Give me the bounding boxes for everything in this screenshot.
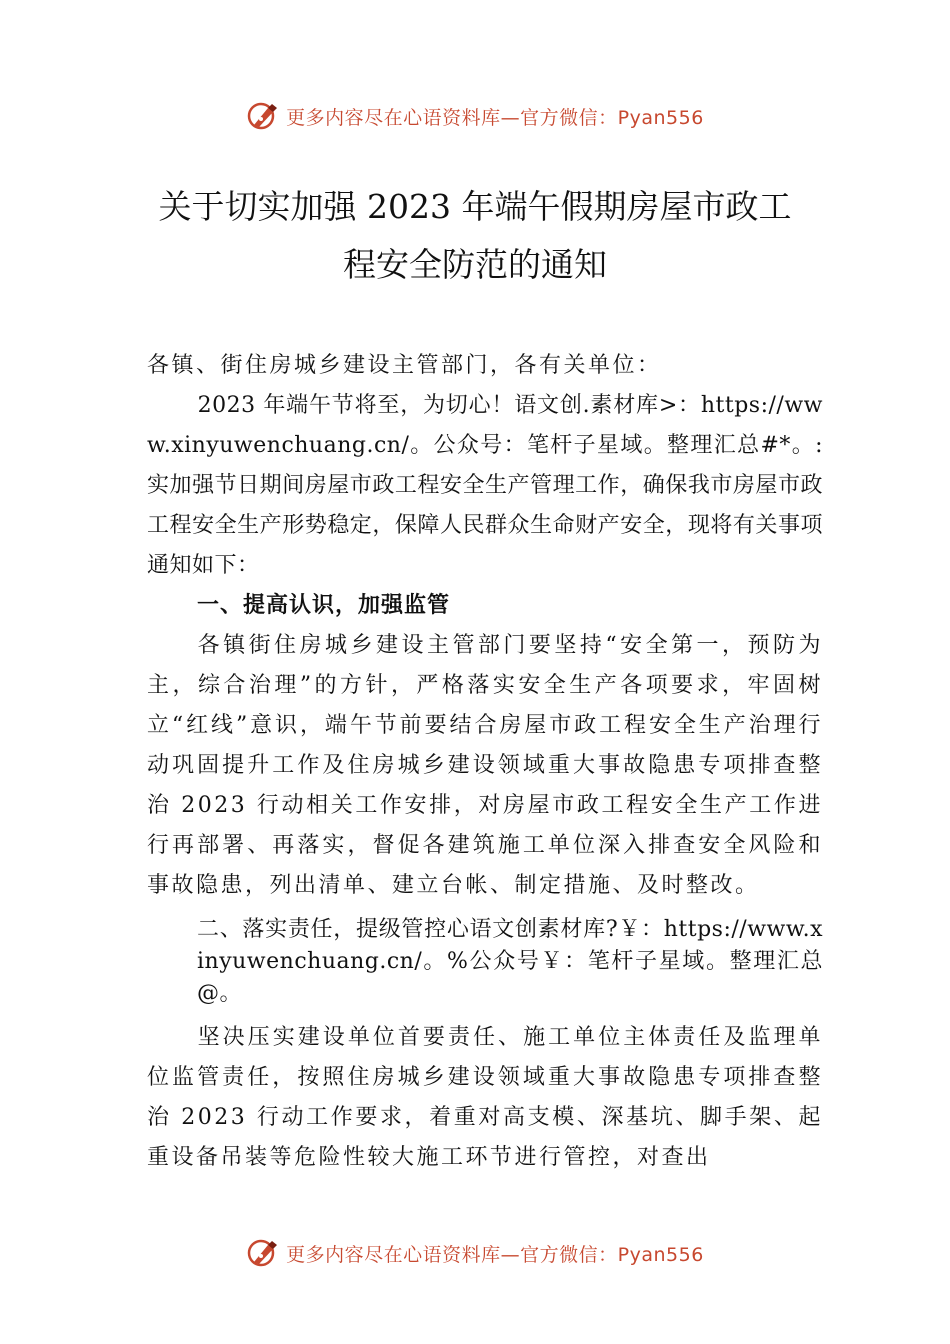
section-1-heading: 一、提高认识，加强监管 xyxy=(197,593,451,618)
banner-text: 更多内容尽在心语资料库—官方微信：Pyan556 xyxy=(286,106,704,129)
salutation: 各镇、街住房城乡建设主管部门，各有关单位： xyxy=(147,353,662,378)
document-body xyxy=(147,346,823,1178)
title-line-2: 程安全防范的通知 xyxy=(343,245,607,284)
header-banner xyxy=(0,96,950,136)
section-1-paragraph: 各镇街住房城乡建设主管部门要坚持“安全第一，预防为主，综合治理”的方针，严格落实安全生产各项要求，牢固树立“红线”意识，端午节前要结合房屋市政工程安全生产治理行动巩固提升工作及住房城乡建设领域重大事故隐患专项排查整治 2023 行动相关工作安排，对房屋市政工程安全生产工作进行再部署、再落实，督促各建筑施工单位深入排查安全风险和事故隐患，列出清单、建立台帐、制定措施、及时整改。 xyxy=(147,633,823,898)
section-2-heading: 二、落实责任，提级管控心语文创素材库?￥：https://www.xinyuwenchuang.cn/。%公众号￥：笔杆子星域。整理汇总@。 xyxy=(197,917,823,1006)
title-line-1: 关于切实加强 2023 年端午假期房屋市政工 xyxy=(158,187,792,226)
section-2-paragraph: 坚决压实建设单位首要责任、施工单位主体责任及监理单位监管责任，按照住房城乡建设领域重大事故隐患专项排查整治 2023 行动工作要求，着重对高支模、深基坑、脚手架、起重设备吊装等危险性较大施工环节进行管控，对查出 xyxy=(147,1025,823,1170)
intro-paragraph: 2023 年端午节将至，为切心！语文创.素材库>：https://www.xinyuwenchuang.cn/。公众号：笔杆子星域。整理汇总#*。:实加强节日期间房屋市政工程安全生产管理工作，确保我市房屋市政工程安全生产形势稳定，保障人民群众生命财产安全，现将有关事项通知如下： xyxy=(147,393,823,578)
pen-nib-logo-icon xyxy=(246,1236,280,1270)
footer-banner xyxy=(0,1233,950,1273)
banner-text: 更多内容尽在心语资料库—官方微信：Pyan556 xyxy=(286,1243,704,1266)
page-title xyxy=(100,178,850,294)
pen-nib-logo-icon xyxy=(246,99,280,133)
